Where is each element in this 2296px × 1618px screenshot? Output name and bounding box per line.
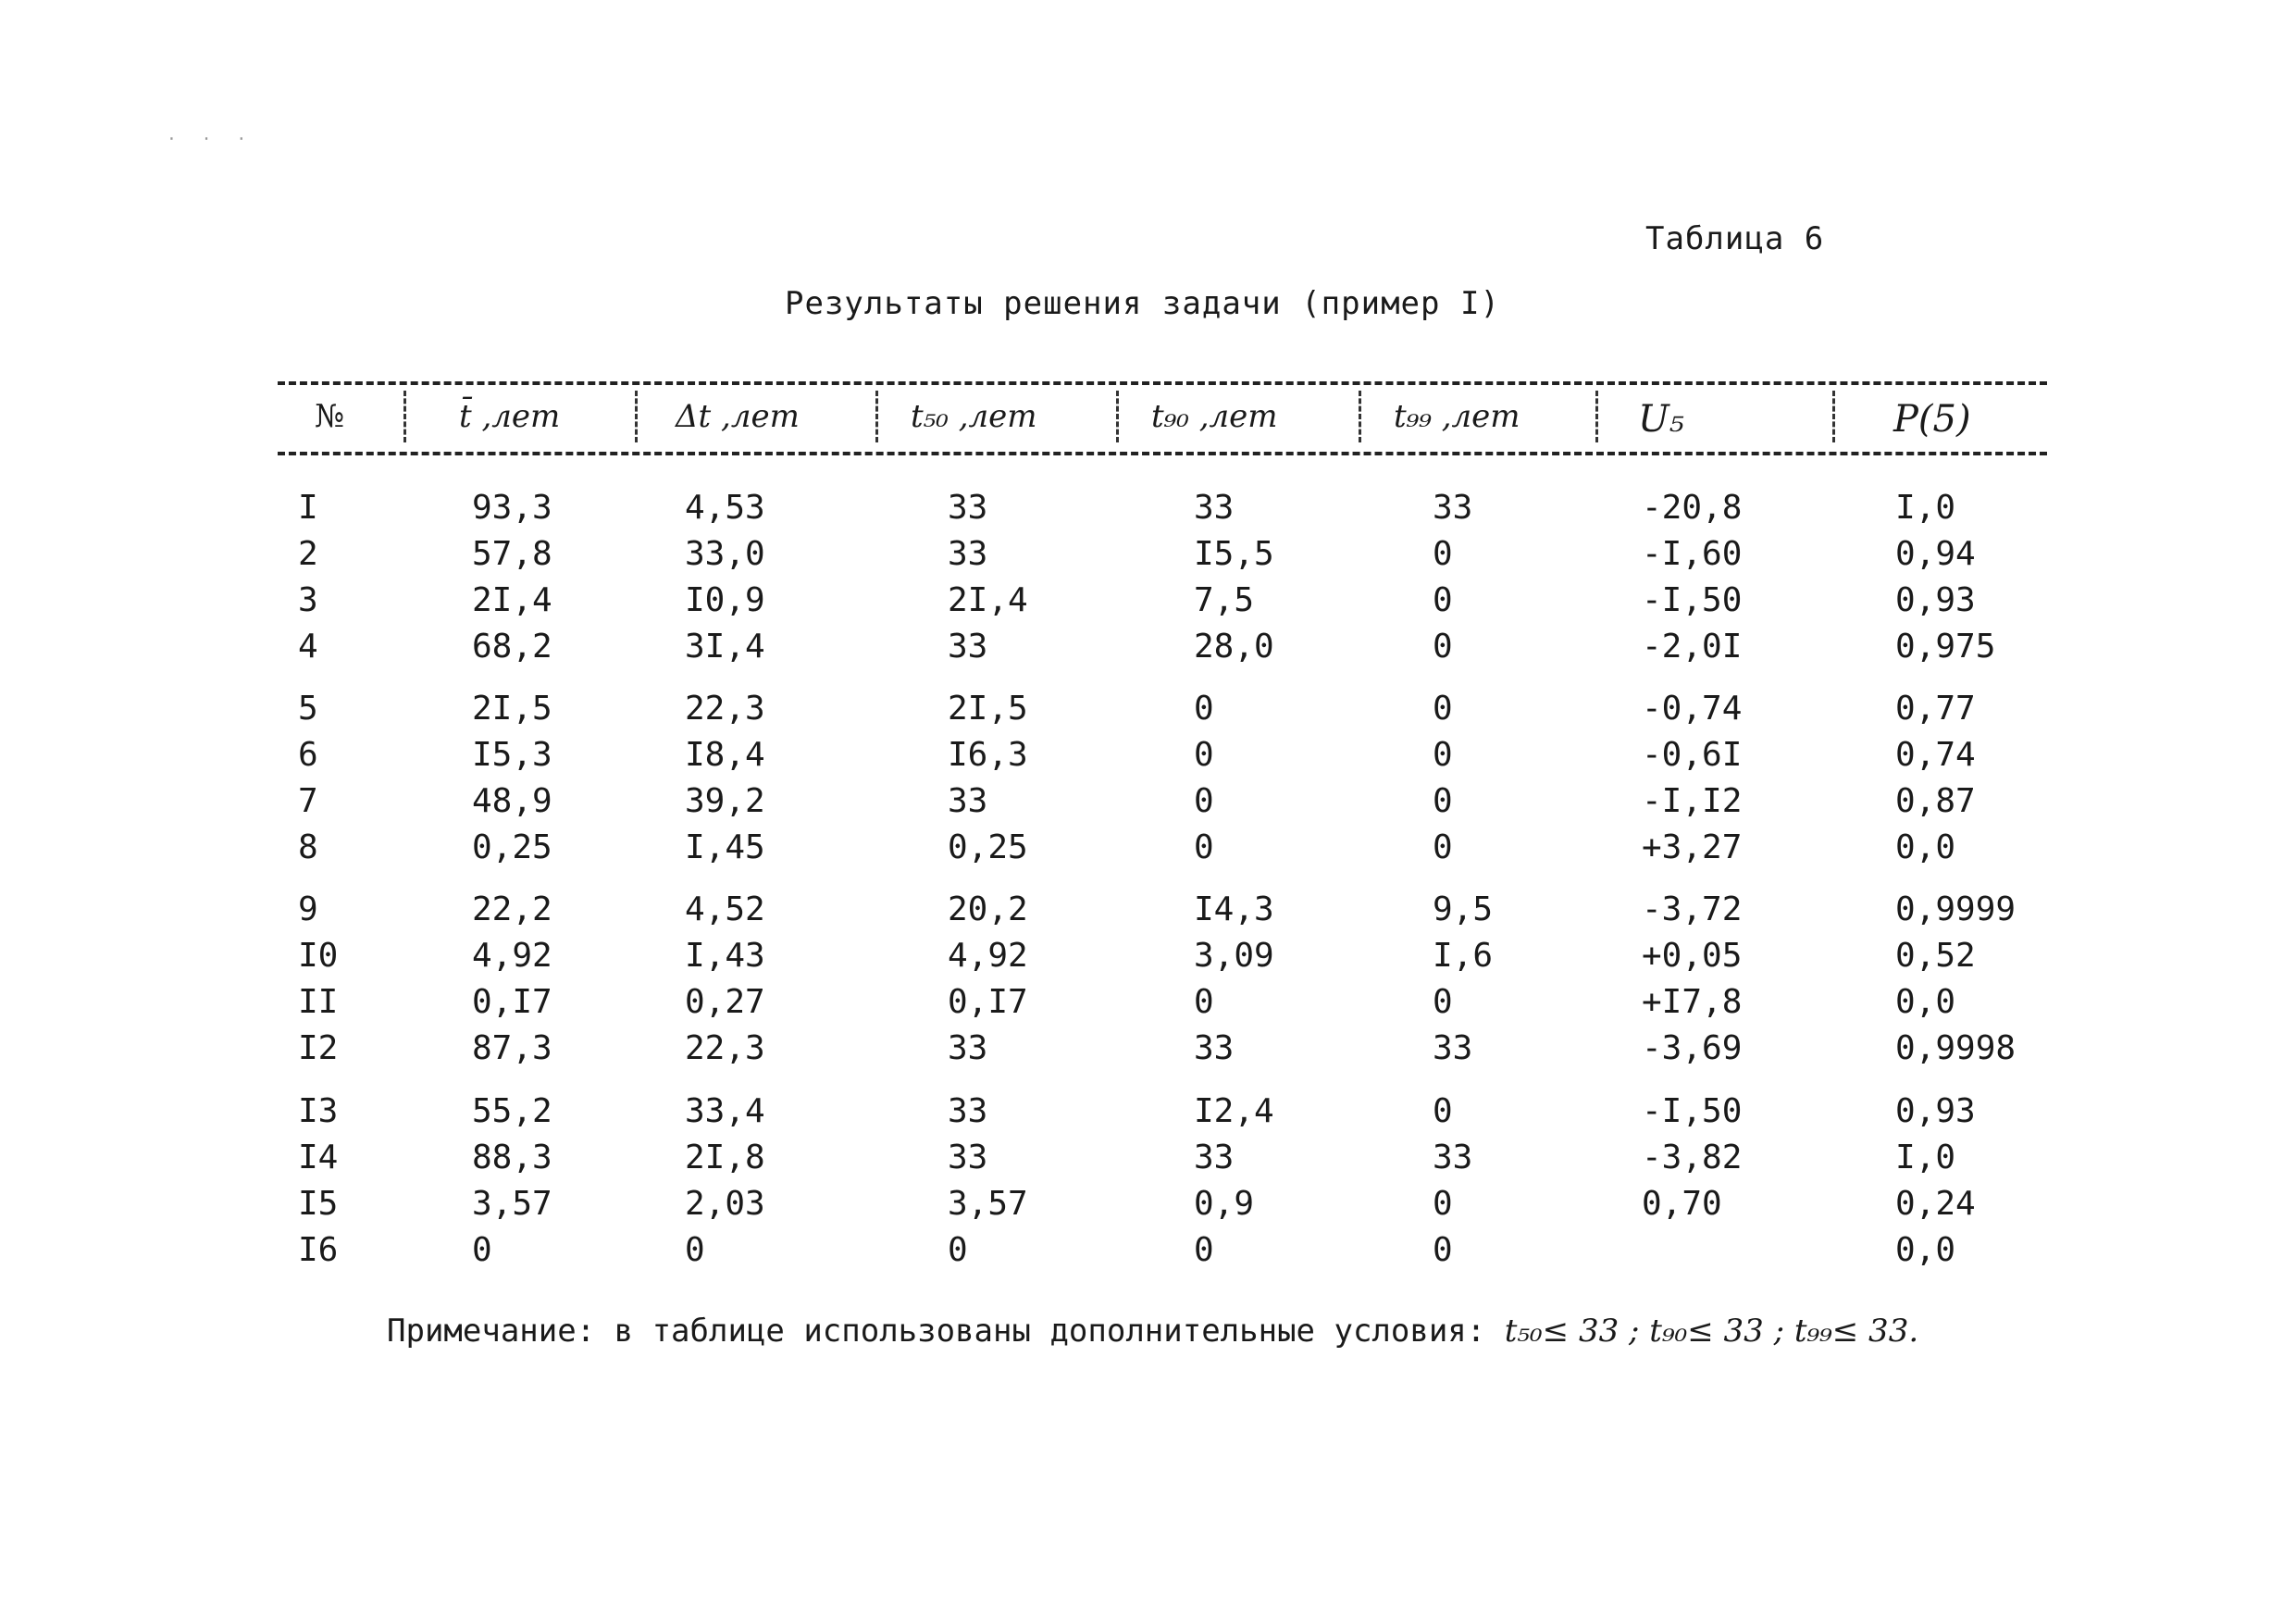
cell-t50: 3,57	[948, 1185, 1028, 1223]
cell-t90: 0	[1194, 828, 1214, 866]
table-row	[0, 1139, 2296, 1183]
cell-delta-t: I8,4	[685, 736, 765, 774]
cell-u5: +0,05	[1642, 937, 1743, 975]
cell-mean-t: 48,9	[472, 782, 552, 820]
cell-p5: 0,93	[1895, 581, 1976, 619]
cell-t99: 33	[1433, 489, 1473, 527]
table-row	[0, 489, 2296, 533]
cell-row-number: 4	[298, 628, 318, 666]
scan-artifact-dots: · · ·	[167, 130, 254, 149]
cell-mean-t: 68,2	[472, 628, 552, 666]
cell-delta-t: I,43	[685, 937, 765, 975]
header-u5: U₅	[1638, 398, 1684, 441]
cell-t50: I6,3	[948, 736, 1028, 774]
table-row	[0, 628, 2296, 672]
cell-t99: 0	[1433, 1231, 1453, 1269]
cell-t50: 4,92	[948, 937, 1028, 975]
cell-delta-t: 33,4	[685, 1092, 765, 1130]
cell-row-number: I3	[298, 1092, 339, 1130]
cell-mean-t: 93,3	[472, 489, 552, 527]
cell-t99: 0	[1433, 690, 1453, 728]
cell-p5: 0,93	[1895, 1092, 1976, 1130]
cell-t50: 0,25	[948, 828, 1028, 866]
cell-t99: 0	[1433, 736, 1453, 774]
header-separator	[1832, 391, 1835, 442]
cell-t90: 0,9	[1194, 1185, 1255, 1223]
cell-t90: 3,09	[1194, 937, 1274, 975]
table-header	[278, 381, 2047, 455]
table-row	[0, 890, 2296, 935]
cell-p5: I,0	[1895, 1139, 1956, 1176]
cell-t99: 0	[1433, 782, 1453, 820]
cell-row-number: 9	[298, 890, 318, 928]
cell-delta-t: 4,53	[685, 489, 765, 527]
cell-p5: 0,24	[1895, 1185, 1976, 1223]
cell-u5: 0,70	[1642, 1185, 1722, 1223]
table-row	[0, 736, 2296, 780]
cell-mean-t: 0,I7	[472, 983, 552, 1021]
cell-mean-t: 3,57	[472, 1185, 552, 1223]
note-conditions: t₅₀≤ 33 ; t₉₀≤ 33 ; t₉₉≤ 33.	[1504, 1313, 1919, 1350]
table-row	[0, 1029, 2296, 1074]
cell-t99: 0	[1433, 983, 1453, 1021]
cell-t90: 7,5	[1194, 581, 1255, 619]
cell-t50: 2I,5	[948, 690, 1028, 728]
cell-u5: -I,50	[1642, 581, 1743, 619]
cell-mean-t: 88,3	[472, 1139, 552, 1176]
cell-row-number: 8	[298, 828, 318, 866]
cell-t50: 33	[948, 489, 988, 527]
cell-delta-t: I,45	[685, 828, 765, 866]
cell-t50: 33	[948, 1029, 988, 1067]
cell-t99: 0	[1433, 628, 1453, 666]
cell-p5: 0,9998	[1895, 1029, 2017, 1067]
header-t50: t₅₀ ,лет	[911, 398, 1037, 435]
table-row	[0, 828, 2296, 873]
header-separator	[1359, 391, 1361, 442]
cell-row-number: 5	[298, 690, 318, 728]
cell-t99: 0	[1433, 1185, 1453, 1223]
cell-p5: I,0	[1895, 489, 1956, 527]
table-row	[0, 535, 2296, 579]
table-row	[0, 1185, 2296, 1229]
cell-mean-t: 55,2	[472, 1092, 552, 1130]
table-row	[0, 782, 2296, 827]
header-mean-t: t̄ ,лет	[459, 398, 561, 435]
cell-p5: 0,9999	[1895, 890, 2017, 928]
cell-mean-t: 0,25	[472, 828, 552, 866]
cell-t90: I2,4	[1194, 1092, 1274, 1130]
cell-u5: +3,27	[1642, 828, 1743, 866]
cell-t50: 33	[948, 782, 988, 820]
header-t90: t₉₀ ,лет	[1151, 398, 1278, 435]
cell-t99: I,6	[1433, 937, 1494, 975]
cell-t90: 33	[1194, 1139, 1235, 1176]
cell-t90: 0	[1194, 983, 1214, 1021]
cell-delta-t: I0,9	[685, 581, 765, 619]
cell-t90: 33	[1194, 1029, 1235, 1067]
cell-u5: -I,60	[1642, 535, 1743, 573]
table-row	[0, 983, 2296, 1027]
cell-mean-t: 0	[472, 1231, 492, 1269]
cell-u5: -3,72	[1642, 890, 1743, 928]
table-row	[0, 1231, 2296, 1276]
cell-t50: 33	[948, 628, 988, 666]
cell-t90: 28,0	[1194, 628, 1274, 666]
cell-p5: 0,52	[1895, 937, 1976, 975]
cell-t50: 33	[948, 535, 988, 573]
cell-t50: 33	[948, 1139, 988, 1176]
cell-t99: 0	[1433, 535, 1453, 573]
header-separator	[875, 391, 878, 442]
cell-p5: 0,74	[1895, 736, 1976, 774]
cell-t90: 0	[1194, 1231, 1214, 1269]
header-separator	[1595, 391, 1598, 442]
cell-t90: 0	[1194, 736, 1214, 774]
cell-delta-t: 2,03	[685, 1185, 765, 1223]
cell-u5: -2,0I	[1642, 628, 1743, 666]
table-row	[0, 937, 2296, 981]
cell-u5: +I7,8	[1642, 983, 1743, 1021]
cell-t90: 0	[1194, 690, 1214, 728]
cell-delta-t: 2I,8	[685, 1139, 765, 1176]
cell-row-number: I2	[298, 1029, 339, 1067]
cell-row-number: I5	[298, 1185, 339, 1223]
cell-mean-t: 22,2	[472, 890, 552, 928]
cell-delta-t: 0,27	[685, 983, 765, 1021]
cell-t99: 0	[1433, 828, 1453, 866]
cell-u5: -0,6I	[1642, 736, 1743, 774]
table-row	[0, 1092, 2296, 1137]
cell-row-number: 6	[298, 736, 318, 774]
cell-row-number: 3	[298, 581, 318, 619]
cell-t90: 0	[1194, 782, 1214, 820]
cell-u5: -I,I2	[1642, 782, 1743, 820]
cell-p5: 0,0	[1895, 828, 1956, 866]
cell-row-number: II	[298, 983, 339, 1021]
table-number: Таблица 6	[1645, 220, 1825, 257]
cell-delta-t: 0	[685, 1231, 705, 1269]
cell-t99: 33	[1433, 1139, 1473, 1176]
header-t99: t₉₉ ,лет	[1394, 398, 1520, 435]
cell-p5: 0,975	[1895, 628, 1996, 666]
cell-t99: 0	[1433, 581, 1453, 619]
cell-u5: -20,8	[1642, 489, 1743, 527]
cell-t90: 33	[1194, 489, 1235, 527]
cell-mean-t: 4,92	[472, 937, 552, 975]
cell-u5: -0,74	[1642, 690, 1743, 728]
cell-delta-t: 4,52	[685, 890, 765, 928]
cell-delta-t: 22,3	[685, 690, 765, 728]
header-delta-t: Δt ,лет	[676, 398, 800, 435]
cell-u5: -3,82	[1642, 1139, 1743, 1176]
cell-mean-t: 2I,4	[472, 581, 552, 619]
table-row	[0, 690, 2296, 734]
cell-t90: I4,3	[1194, 890, 1274, 928]
cell-mean-t: I5,3	[472, 736, 552, 774]
header-separator	[1116, 391, 1119, 442]
cell-p5: 0,77	[1895, 690, 1976, 728]
table-title: Результаты решения задачи (пример I)	[785, 285, 1500, 322]
cell-t99: 9,5	[1433, 890, 1494, 928]
cell-delta-t: 39,2	[685, 782, 765, 820]
cell-u5: -I,50	[1642, 1092, 1743, 1130]
cell-t50: 0	[948, 1231, 968, 1269]
table-row	[0, 581, 2296, 626]
cell-t50: 2I,4	[948, 581, 1028, 619]
note-prefix: Примечание: в таблице использованы дополнительные условия:	[387, 1313, 1486, 1350]
cell-row-number: 7	[298, 782, 318, 820]
cell-mean-t: 2I,5	[472, 690, 552, 728]
cell-t50: 20,2	[948, 890, 1028, 928]
header-p5: P(5)	[1893, 398, 1971, 441]
cell-u5: -3,69	[1642, 1029, 1743, 1067]
cell-t50: 0,I7	[948, 983, 1028, 1021]
cell-t90: I5,5	[1194, 535, 1274, 573]
cell-row-number: 2	[298, 535, 318, 573]
cell-t99: 33	[1433, 1029, 1473, 1067]
cell-row-number: I	[298, 489, 318, 527]
cell-row-number: I6	[298, 1231, 339, 1269]
cell-row-number: I4	[298, 1139, 339, 1176]
header-number: №	[315, 398, 345, 435]
cell-row-number: I0	[298, 937, 339, 975]
cell-delta-t: 22,3	[685, 1029, 765, 1067]
cell-t99: 0	[1433, 1092, 1453, 1130]
header-separator	[635, 391, 638, 442]
cell-mean-t: 87,3	[472, 1029, 552, 1067]
table-note	[387, 1313, 1918, 1350]
cell-t50: 33	[948, 1092, 988, 1130]
header-separator	[403, 391, 406, 442]
cell-mean-t: 57,8	[472, 535, 552, 573]
cell-delta-t: 33,0	[685, 535, 765, 573]
cell-delta-t: 3I,4	[685, 628, 765, 666]
cell-p5: 0,94	[1895, 535, 1976, 573]
cell-p5: 0,0	[1895, 1231, 1956, 1269]
cell-p5: 0,87	[1895, 782, 1976, 820]
cell-p5: 0,0	[1895, 983, 1956, 1021]
